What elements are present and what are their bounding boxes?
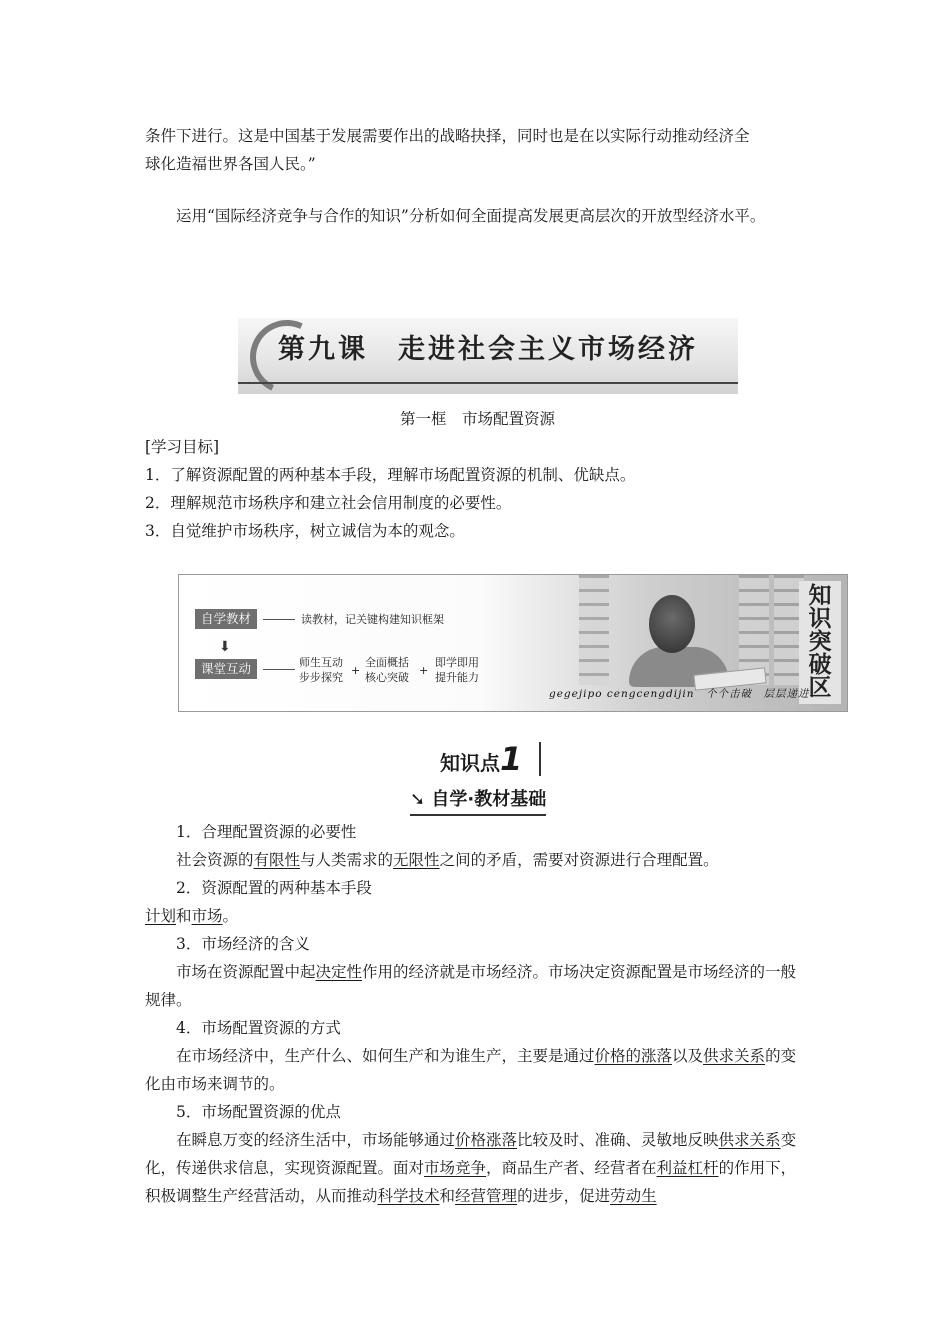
classroom-item-1: 师生互动 步步探究 <box>299 656 343 684</box>
content-heading-5: 5．市场配置资源的优点 <box>176 1103 341 1121</box>
lesson-banner <box>238 318 738 394</box>
content-heading-3: 3．市场经济的含义 <box>176 935 310 953</box>
content-paragraph-3: 市场在资源配置中起决定性作用的经济就是市场经济。市场决定资源配置是市场经济的一般规律。 <box>145 963 797 1009</box>
knowledge-breakthrough-title: 知 识 突 破 区 <box>799 581 841 704</box>
self-study-tag: 自学教材 <box>195 609 257 629</box>
lesson-title <box>278 336 698 364</box>
content-paragraph-4: 在市场经济中，生产什么、如何生产和为谁生产，主要是通过价格的涨落以及供求关系的变化由市场来调节的。 <box>145 1047 797 1093</box>
content-paragraph-2: 计划和市场。 <box>145 907 239 925</box>
self-study-desc: 读教材，记关键构建知识框架 <box>301 613 444 626</box>
plus-icon: + <box>351 664 361 677</box>
knowledge-point-heading: 知识点1 <box>440 740 523 778</box>
goal-item: 2．理解规范市场秩序和建立社会信用制度的必要性。 <box>145 494 512 512</box>
section-subtitle: 第一框 市场配置资源 <box>399 410 555 428</box>
content-heading-4: 4．市场配置资源的方式 <box>176 1019 341 1037</box>
plus-icon: + <box>419 664 429 677</box>
content-paragraph-5: 在瞬息万变的经济生活中，市场能够通过价格涨落比较及时、准确、灵敏地反映供求关系变化，传递供求信息，实现资源配置。面对市场竞争，商品生产者、经营者在利益杠杆的作用下，积极调整生产经营活动，从而推动科学技术和经营管理的进步，促进劳动生 <box>145 1131 797 1205</box>
knowledge-breakthrough-banner <box>178 574 848 712</box>
content-heading-2: 2．资源配置的两种基本手段 <box>176 879 372 897</box>
lesson-name: 走进社会主义市场经济 <box>398 334 698 365</box>
content-paragraph-1: 社会资源的有限性与人类需求的无限性之间的矛盾，需要对资源进行合理配置。 <box>176 851 719 869</box>
content-heading-1: 1．合理配置资源的必要性 <box>176 823 357 841</box>
goal-item: 1．了解资源配置的两种基本手段，理解市场配置资源的机制、优缺点。 <box>145 466 636 484</box>
section-heading: ➘ 自学·教材基础 <box>410 787 546 816</box>
task-paragraph: 运用“国际经济竞争与合作的知识”分析如何全面提高发展更高层次的开放型经济水平。 <box>176 207 766 225</box>
classroom-item-2: 全面概括 核心突破 <box>365 656 409 684</box>
goal-item: 3．自觉维护市场秩序，树立诚信为本的观念。 <box>145 522 465 540</box>
intro-line1: 条件下进行。这是中国基于发展需要作出的战略抉择，同时也是在以实际行动推动经济全 <box>145 127 750 145</box>
down-arrow-icon: ⬇ <box>219 639 231 655</box>
classroom-tag: 课堂互动 <box>195 659 257 679</box>
goals-heading: [学习目标] <box>145 438 220 456</box>
classroom-item-3: 即学即用 提升能力 <box>435 656 479 684</box>
slogan: gegejipo cengcengdijin 个个击破 层层递进 <box>549 688 810 700</box>
arrow-icon: ➘ <box>410 789 426 810</box>
lesson-number: 第九课 <box>278 334 368 365</box>
intro-paragraph <box>145 122 810 178</box>
learning-goals <box>145 433 810 545</box>
intro-line2: 球化造福世界各国人民。” <box>145 155 316 173</box>
